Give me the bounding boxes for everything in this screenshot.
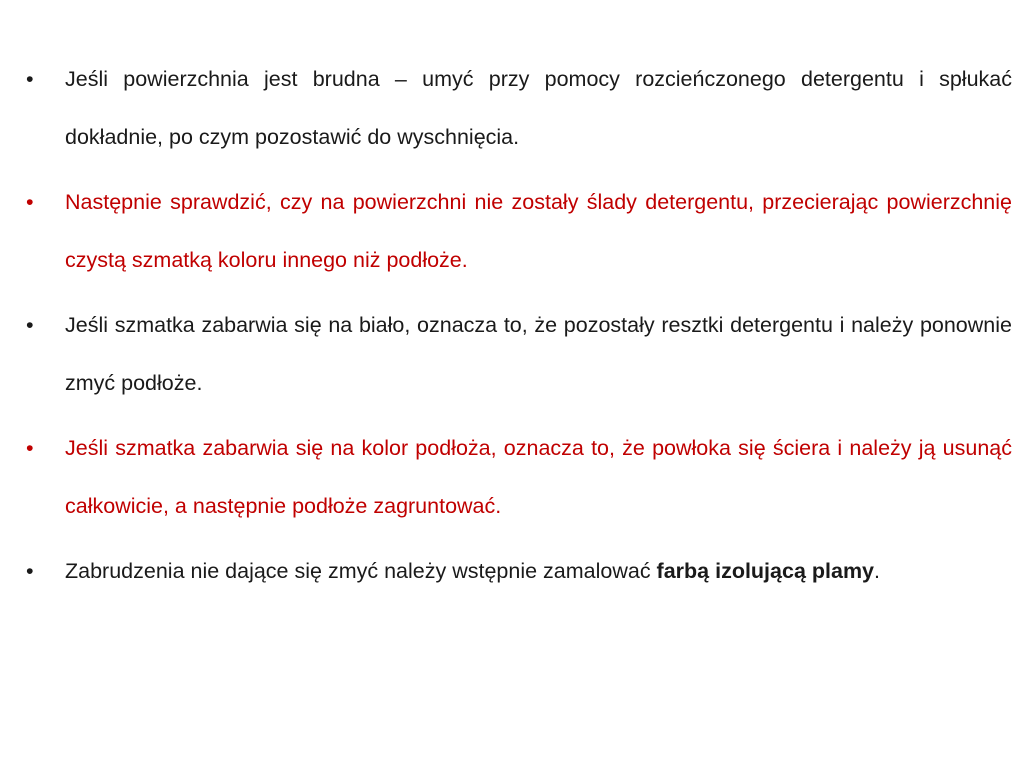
bullet-text: Jeśli powierzchnia jest brudna – umyć przy pomocy rozcieńczonego detergentu i spłukać dokładnie, po czym pozostawić do wyschnięcia. <box>65 67 1012 149</box>
bullet-icon: • <box>26 559 34 583</box>
bullet-item-stubborn-dirt <box>24 542 1012 600</box>
bullet-icon: • <box>26 67 34 91</box>
bullet-list <box>24 50 1012 607</box>
bullet-text-bold: farbą izolującą plamy <box>656 559 875 583</box>
bullet-item-substrate-stain <box>24 419 1012 535</box>
bullet-item-surface-cleaning <box>24 50 1012 166</box>
bullet-text-after: . <box>874 559 880 583</box>
bullet-text-before: Zabrudzenia nie dające się zmyć należy wstępnie zamalować <box>65 559 657 583</box>
bullet-text: Jeśli szmatka zabarwia się na kolor podłoża, oznacza to, że powłoka się ściera i należy ją usunąć całkowicie, a następnie podłoże zagruntować. <box>65 436 1012 518</box>
bullet-item-white-stain <box>24 296 1012 412</box>
bullet-item-check-detergent <box>24 173 1012 289</box>
bullet-icon: • <box>26 190 34 214</box>
bullet-icon: • <box>26 436 34 460</box>
bullet-text: Następnie sprawdzić, czy na powierzchni nie zostały ślady detergentu, przecierając powierzchnię czystą szmatką koloru innego niż podłoże. <box>65 190 1012 272</box>
bullet-icon: • <box>26 313 34 337</box>
bullet-text: Jeśli szmatka zabarwia się na biało, oznacza to, że pozostały resztki detergentu i należy ponownie zmyć podłoże. <box>65 313 1012 395</box>
bullet-text <box>65 559 880 583</box>
